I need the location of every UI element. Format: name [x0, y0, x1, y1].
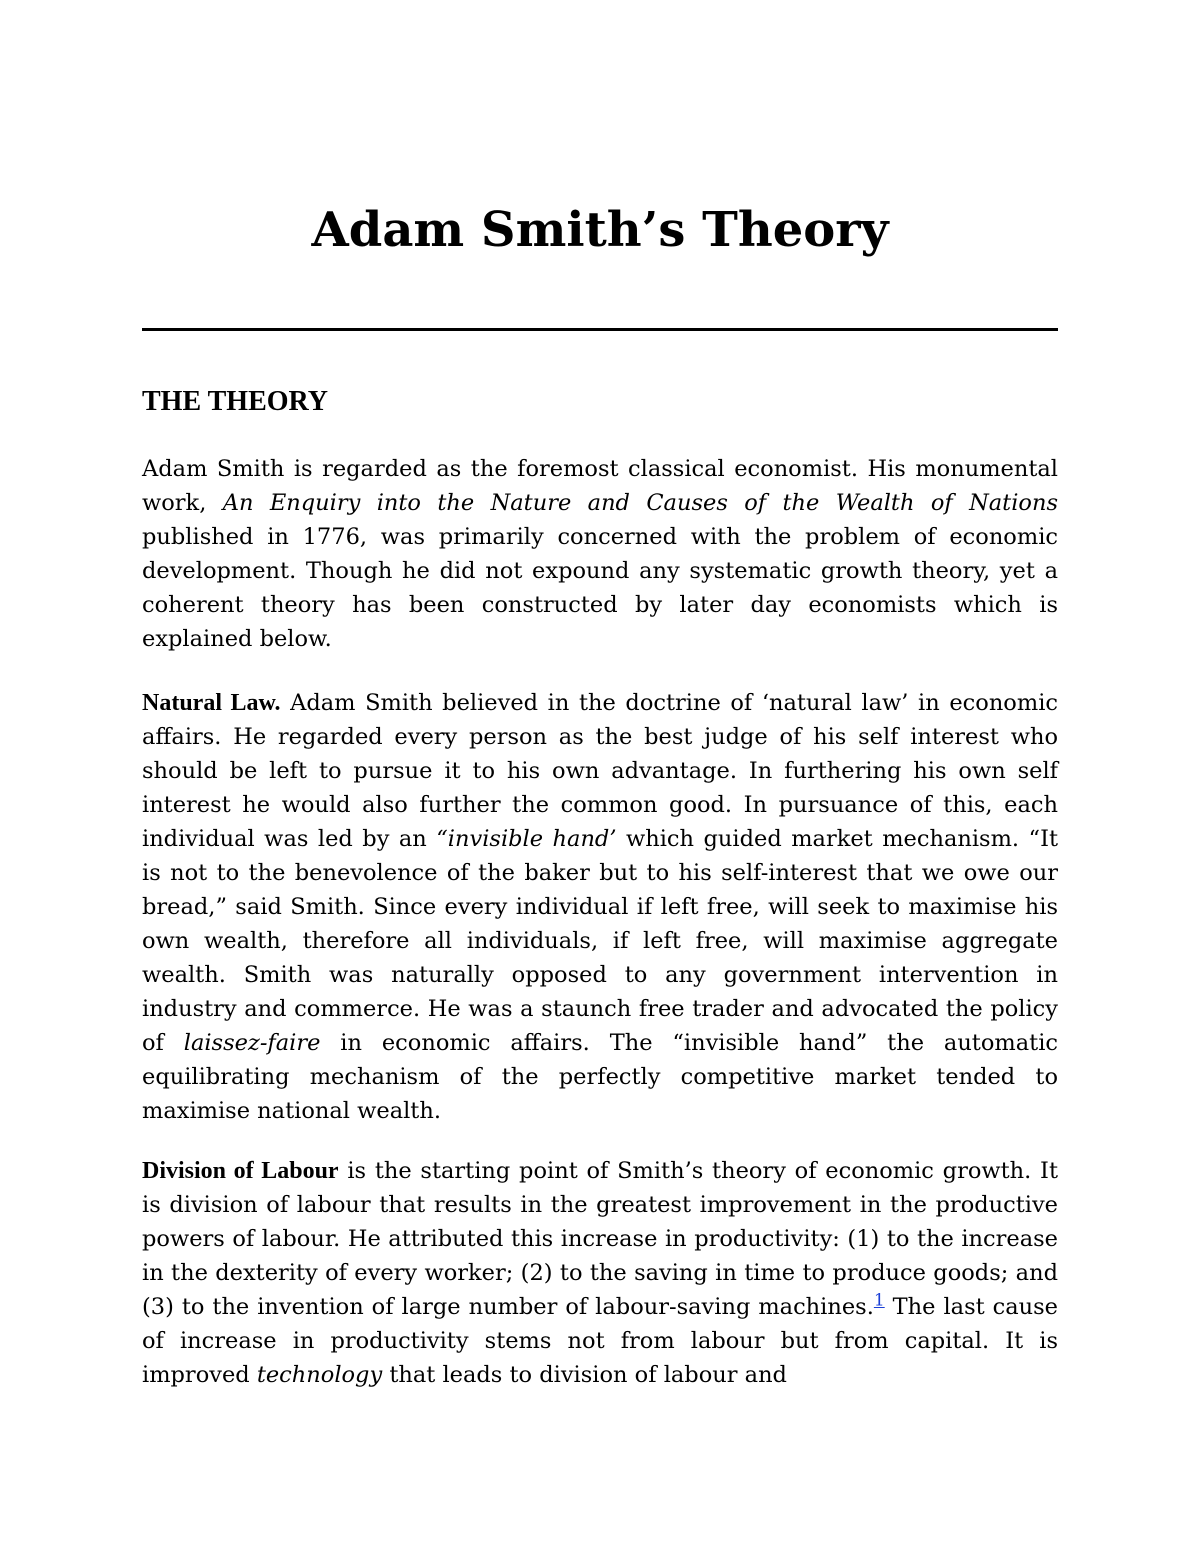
title-divider	[142, 328, 1058, 331]
section-heading: THE THEORY	[142, 386, 328, 417]
paragraph-text: is the starting point of Smith’s theory of economic growth. It is division of labour that results in the greatest improvement in the productive powers of labour. He attributed this increase in productivity: (1) to the increase in the dexterity of every worker; (2) to the saving in time to produce goods; and (3) to the invention of large number of labour-saving machines.	[142, 1158, 1058, 1320]
invisible-hand-phrase: “invisible hand’	[436, 826, 617, 852]
book-title: An Enquiry into the Nature and Causes of the Wealth of Nations	[222, 490, 1059, 516]
paragraph-division-of-labour	[142, 1154, 1058, 1392]
paragraph-natural-law	[142, 686, 1058, 1128]
paragraph-text: The last cause of increase in productivity stems not from labour but from capital. It is improved	[142, 1294, 1058, 1388]
footnote-link[interactable]: 1	[873, 1290, 885, 1311]
paragraph-lead-division-of-labour: Division of Labour	[142, 1158, 339, 1184]
paragraph-text: in economic affairs. The “invisible hand” the automatic equilibrating mechanism of the perfectly competitive market tended to maximise national wealth.	[142, 1030, 1058, 1124]
paragraph-text: Adam Smith is regarded as the foremost classical economist. His monumental work,	[142, 456, 1058, 516]
paragraph-text: published in 1776, was primarily concerned with the problem of economic development. Though he did not expound any systematic growth theory, yet a coherent theory has been constructed by later day economists which is explained below.	[142, 524, 1058, 652]
paragraph-text: Adam Smith believed in the doctrine of ‘natural law’ in economic affairs. He regarded every person as the best judge of his self interest who should be left to pursue it to his own advantage. In furthering his own self interest he would also further the common good. In pursuance of this, each individual was led by an	[142, 690, 1058, 852]
paragraph-intro	[142, 452, 1058, 656]
paragraph-lead-natural-law: Natural Law.	[142, 690, 281, 716]
paragraph-text: which guided market mechanism. “It is not to the benevolence of the baker but to his self-interest that we owe our bread,” said Smith. Since every individual if left free, will seek to maximise his own wealth, therefore all individuals, if left free, will maximise aggregate wealth. Smith was naturally opposed to any government intervention in industry and commerce. He was a staunch free trader and advocated the policy of	[142, 826, 1058, 1056]
laissez-faire-term: laissez-faire	[183, 1030, 321, 1056]
technology-term: technology	[256, 1362, 383, 1388]
document-title: Adam Smith’s Theory	[311, 202, 889, 258]
paragraph-text: that leads to division of labour and	[382, 1362, 787, 1388]
